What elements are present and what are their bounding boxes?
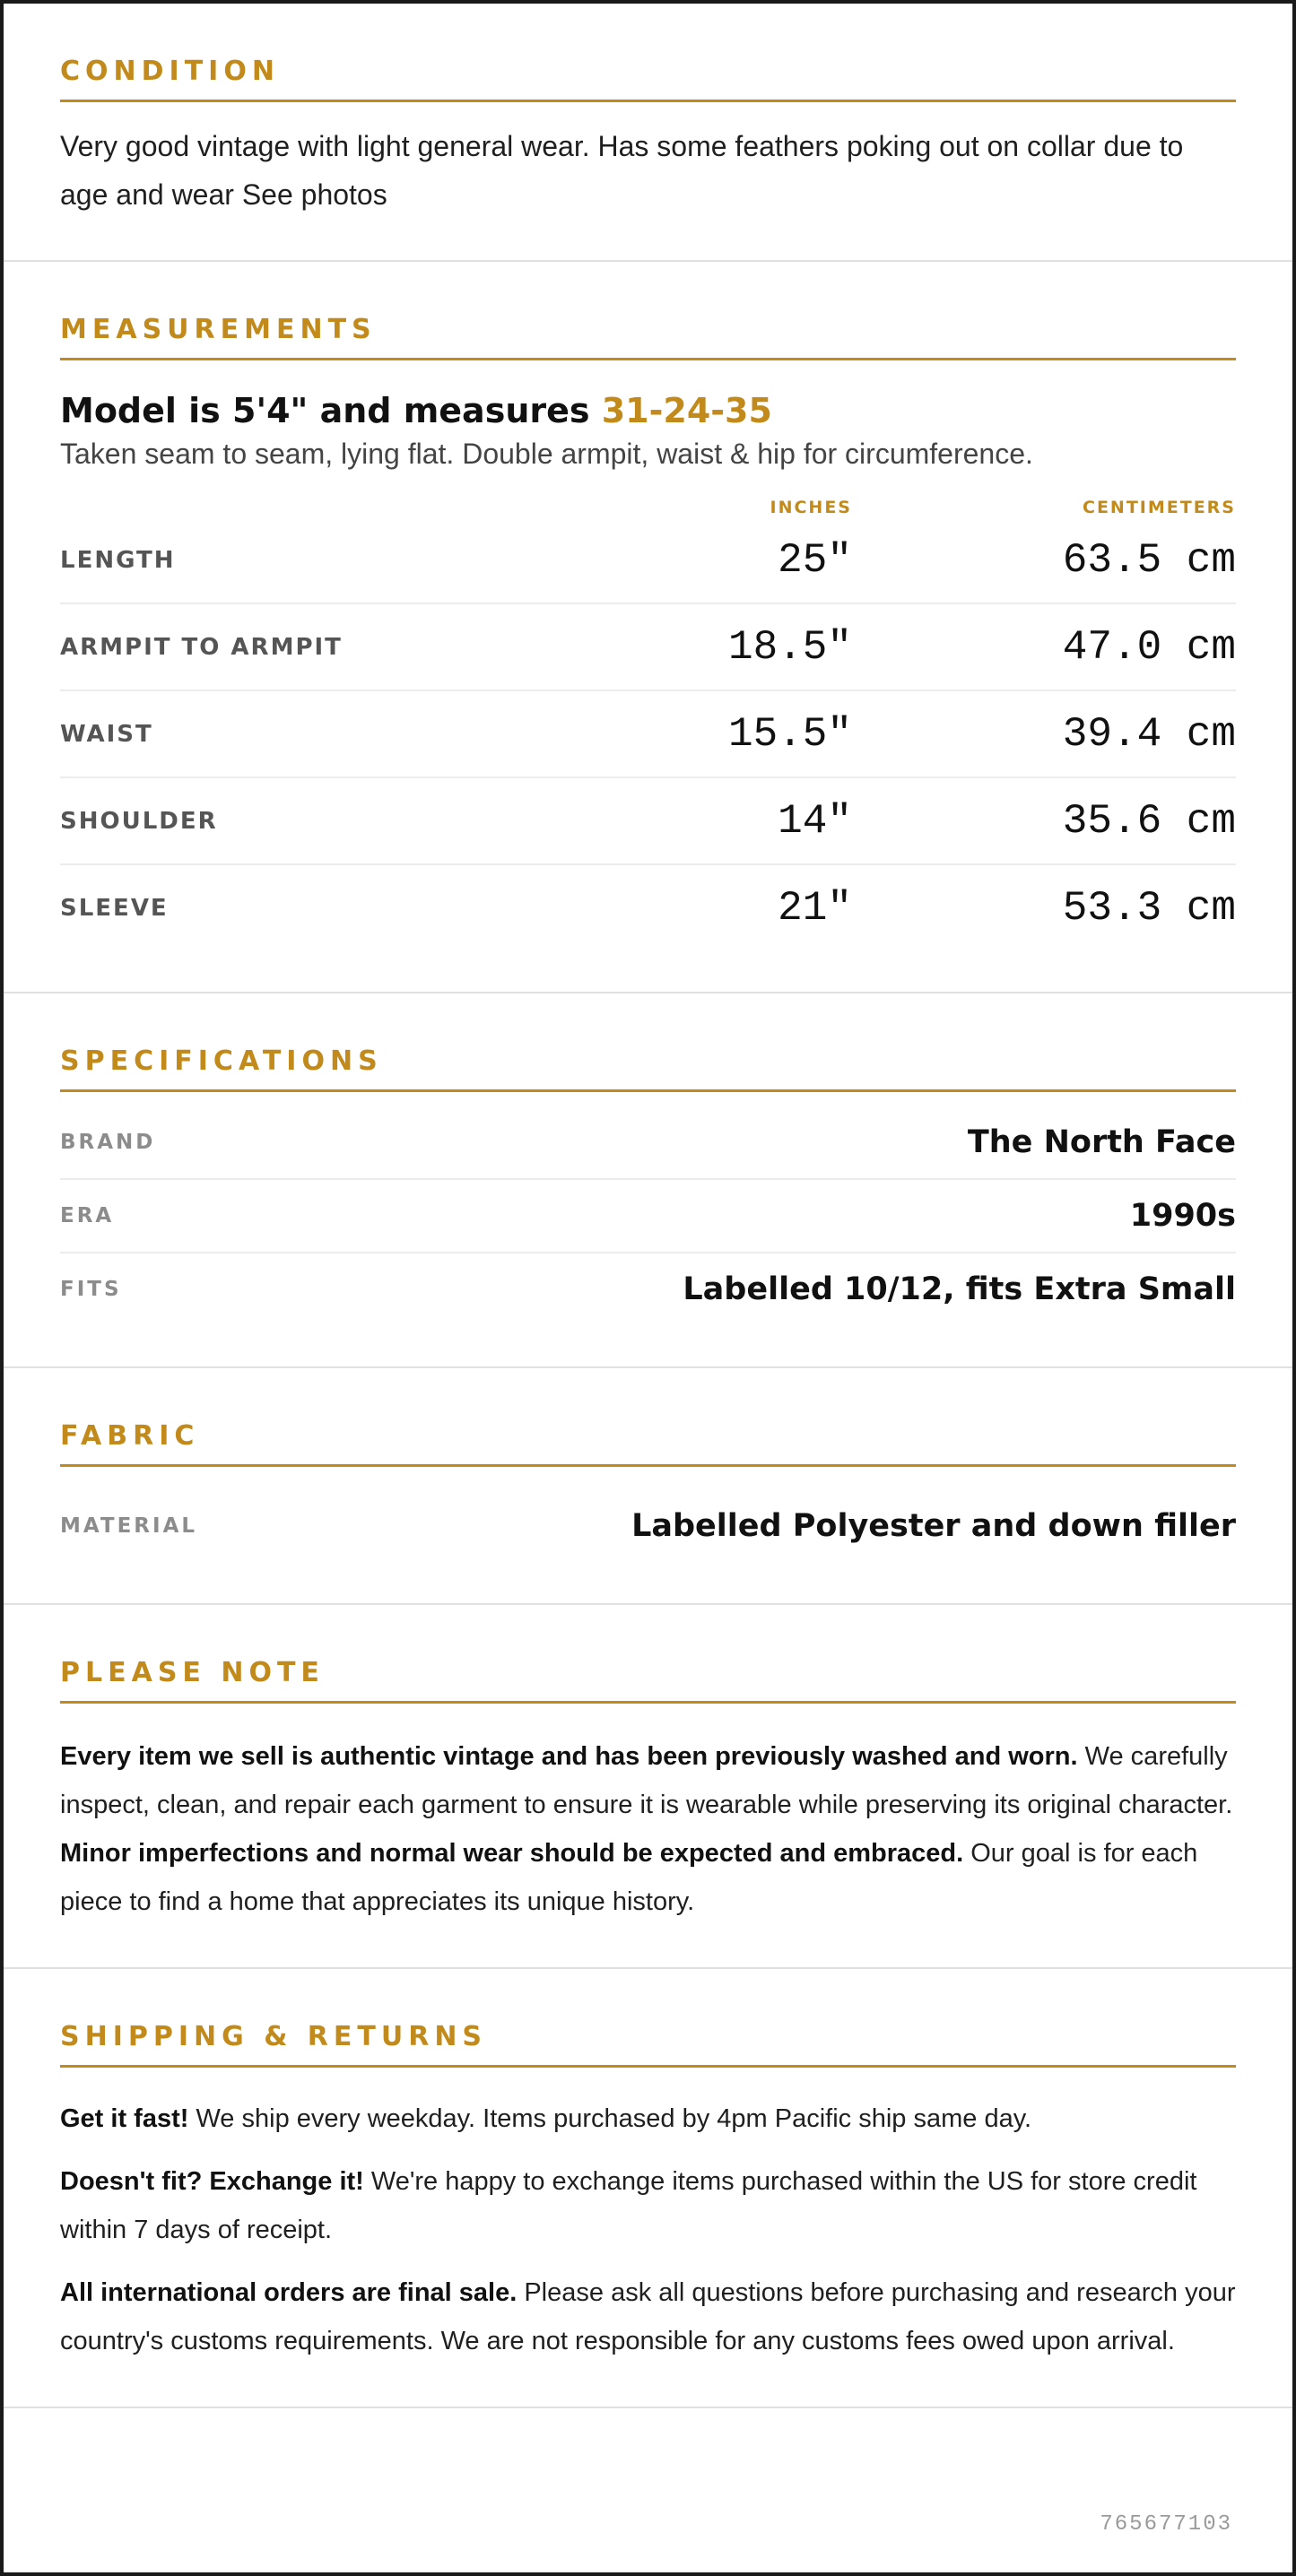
- please-note-section: [4, 1605, 1292, 1969]
- spec-row: [60, 1253, 1236, 1325]
- spec-label: ERA: [60, 1204, 115, 1227]
- measurement-note: Taken seam to seam, lying flat. Double armpit, waist & hip for circumference.: [60, 438, 1033, 470]
- condition-section: [4, 4, 1292, 262]
- fabric-row: [60, 1490, 1236, 1562]
- specifications-section: [4, 993, 1292, 1368]
- note-bold-2: Minor imperfections and normal wear should be expected and embraced.: [60, 1839, 964, 1868]
- note-text-2: Our goal is for each piece to find a home that appreciates its unique history.: [60, 1839, 1198, 1916]
- measurement-table: [60, 517, 1236, 950]
- please-note-heading: PLEASE NOTE: [60, 1657, 1236, 1704]
- shipping-paragraph-1: [60, 2095, 1236, 2143]
- measurement-label: SHOULDER: [60, 807, 218, 835]
- measurements-section: [4, 262, 1292, 993]
- measurement-row: [60, 517, 1236, 604]
- specifications-list: [60, 1106, 1236, 1325]
- measurement-inches: 21": [778, 884, 852, 932]
- please-note-text: [60, 1732, 1236, 1926]
- measurement-label: LENGTH: [60, 546, 176, 574]
- inches-column-header: INCHES: [770, 498, 852, 517]
- fabric-heading: FABRIC: [60, 1420, 1236, 1467]
- product-id: 765677103: [1100, 2512, 1232, 2537]
- shipping-bold-2: Doesn't fit? Exchange it!: [60, 2167, 364, 2196]
- measurement-row: [60, 691, 1236, 778]
- measurement-header: [60, 498, 1236, 517]
- measurement-cm: 35.6 cm: [1062, 797, 1236, 845]
- measurement-inches: 18.5": [727, 623, 852, 671]
- spec-row: [60, 1180, 1236, 1253]
- measurement-cm: 63.5 cm: [1062, 536, 1236, 584]
- measurement-cm: 39.4 cm: [1062, 710, 1236, 758]
- measurements-heading: MEASUREMENTS: [60, 314, 1236, 360]
- spec-row: [60, 1106, 1236, 1180]
- model-measurements: [60, 391, 1236, 430]
- fabric-label: MATERIAL: [60, 1514, 198, 1538]
- shipping-text-1: We ship every weekday. Items purchased by 4pm Pacific ship same day.: [188, 2104, 1032, 2133]
- shipping-paragraph-2: [60, 2157, 1236, 2254]
- measurement-label: WAIST: [60, 720, 153, 748]
- measurement-cm: 47.0 cm: [1062, 623, 1236, 671]
- measurement-inches: 15.5": [727, 710, 852, 758]
- measurement-row: [60, 778, 1236, 865]
- measurement-label: ARMPIT TO ARMPIT: [60, 633, 343, 661]
- measurement-inches: 25": [778, 536, 852, 584]
- model-prefix: Model is 5'4" and measures: [60, 391, 602, 430]
- fabric-section: [4, 1368, 1292, 1605]
- fabric-list: [60, 1490, 1236, 1562]
- shipping-heading: SHIPPING & RETURNS: [60, 2021, 1236, 2068]
- shipping-bold-1: Get it fast!: [60, 2104, 189, 2133]
- spec-value: 1990s: [1129, 1198, 1236, 1234]
- shipping-paragraph-3: [60, 2268, 1236, 2365]
- note-text-1: We carefully inspect, clean, and repair each garment to ensure it is wearable while preserving its original character.: [60, 1742, 1233, 1819]
- measurement-row: [60, 865, 1236, 950]
- condition-text: Very good vintage with light general wear. Has some feathers poking out on collar due to age and wear See photos: [60, 130, 1184, 211]
- measurement-inches: 14": [778, 797, 852, 845]
- condition-heading: CONDITION: [60, 56, 1236, 102]
- shipping-section: [4, 1969, 1292, 2408]
- shipping-text-2: We're happy to exchange items purchased within the US for store credit within 7 days of receipt.: [60, 2167, 1197, 2244]
- centimeters-column-header: CENTIMETERS: [1083, 498, 1236, 517]
- spec-value: The North Face: [967, 1124, 1236, 1160]
- spec-value: Labelled 10/12, fits Extra Small: [683, 1271, 1236, 1307]
- shipping-text-3: Please ask all questions before purchasing and research your country's customs requirements. We are not responsible for any customs fees owed upon arrival.: [60, 2278, 1236, 2355]
- measurement-cm: 53.3 cm: [1062, 884, 1236, 932]
- fabric-value: Labelled Polyester and down filler: [631, 1508, 1236, 1544]
- measurement-row: [60, 604, 1236, 691]
- measurement-label: SLEEVE: [60, 894, 169, 922]
- spec-label: FITS: [60, 1278, 122, 1301]
- model-accent: 31-24-35: [601, 391, 772, 430]
- shipping-bold-3: All international orders are final sale.: [60, 2278, 518, 2307]
- specifications-heading: SPECIFICATIONS: [60, 1045, 1236, 1092]
- note-bold-1: Every item we sell is authentic vintage and has been previously washed and worn.: [60, 1742, 1078, 1771]
- spec-label: BRAND: [60, 1131, 156, 1154]
